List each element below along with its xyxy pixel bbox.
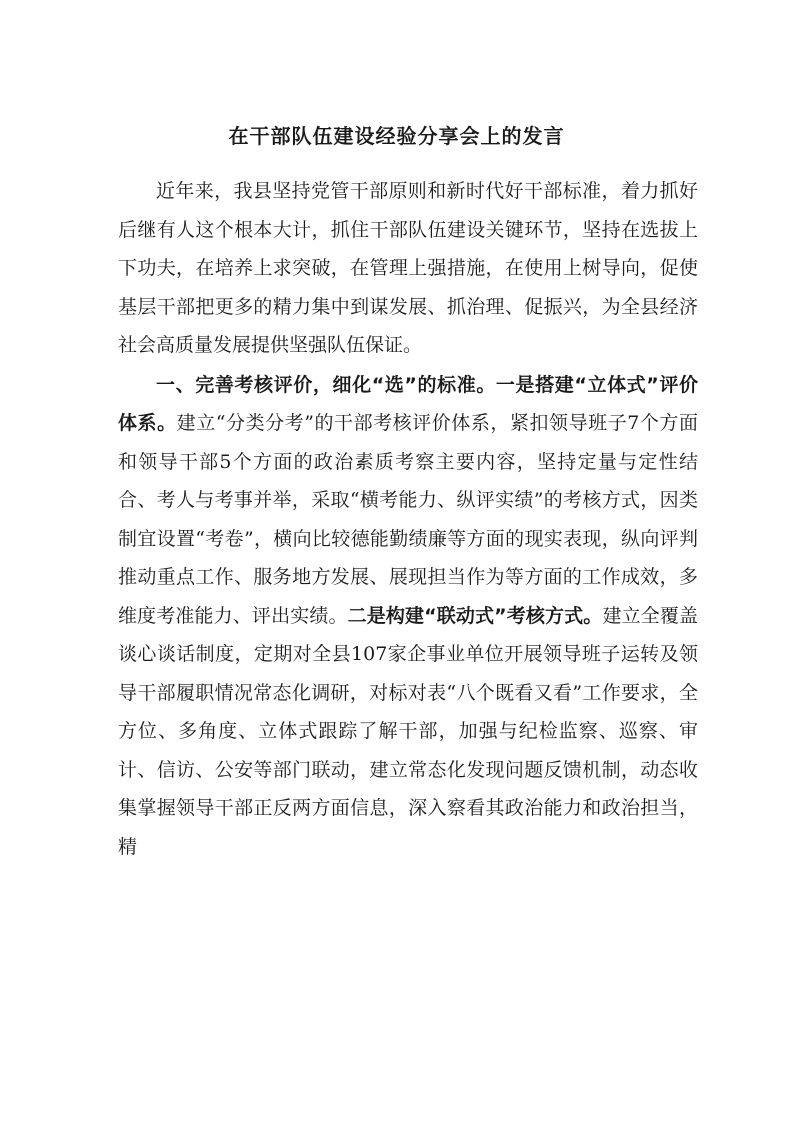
section-1-subheading-2: 二是构建“联动式”考核方式。 xyxy=(347,604,603,627)
section-1-text-2: 建立全覆盖谈心谈话制度，定期对全县107家企事业单位开展领导班子运转及领导干部履职情况常态化调研，对标对表“八个既看又看”工作要求，全方位、多角度、立体式跟踪了解干部，加强与纪检监察、巡察、审计、信访、公安等部门联动，建立常态化发现问题反馈机制，动态收集掌握领导干部正反两方面信息，深入察看其政治能力和政治担当，精 xyxy=(118,604,698,858)
section-1-text-1: 建立“分类分考”的干部考核评价体系，紧扣领导班子7个方面和领导干部5个方面的政治素质考察主要内容，坚持定量与定性结合、考人与考事并举，采取“横考能力、纵评实绩”的考核方式，因类制宜设置“考卷”，横向比较德能勤绩廉等方面的现实表现，纵向评判推动重点工作、服务地方发展、展现担当作为等方面的工作成效，多维度考准能力、评出实绩。 xyxy=(118,412,698,627)
document-title: 在干部队伍建设经验分享会上的发言 xyxy=(228,124,565,148)
section-1-paragraph xyxy=(118,366,698,867)
document-body xyxy=(118,172,698,866)
section-1-heading: 一、完善考核评价，细化“选”的标准。一是搭建“立体式”评价体系。 xyxy=(118,373,698,434)
intro-paragraph: 近年来，我县坚持党管干部原则和新时代好干部标准，着力抓好后继有人这个根本大计，抓住干部队伍建设关键环节，坚持在选拔上下功夫，在培养上求突破，在管理上强措施，在使用上树导向，促使基层干部把更多的精力集中到谋发展、抓治理、促振兴，为全县经济社会高质量发展提供坚强队伍保证。 xyxy=(118,180,698,356)
